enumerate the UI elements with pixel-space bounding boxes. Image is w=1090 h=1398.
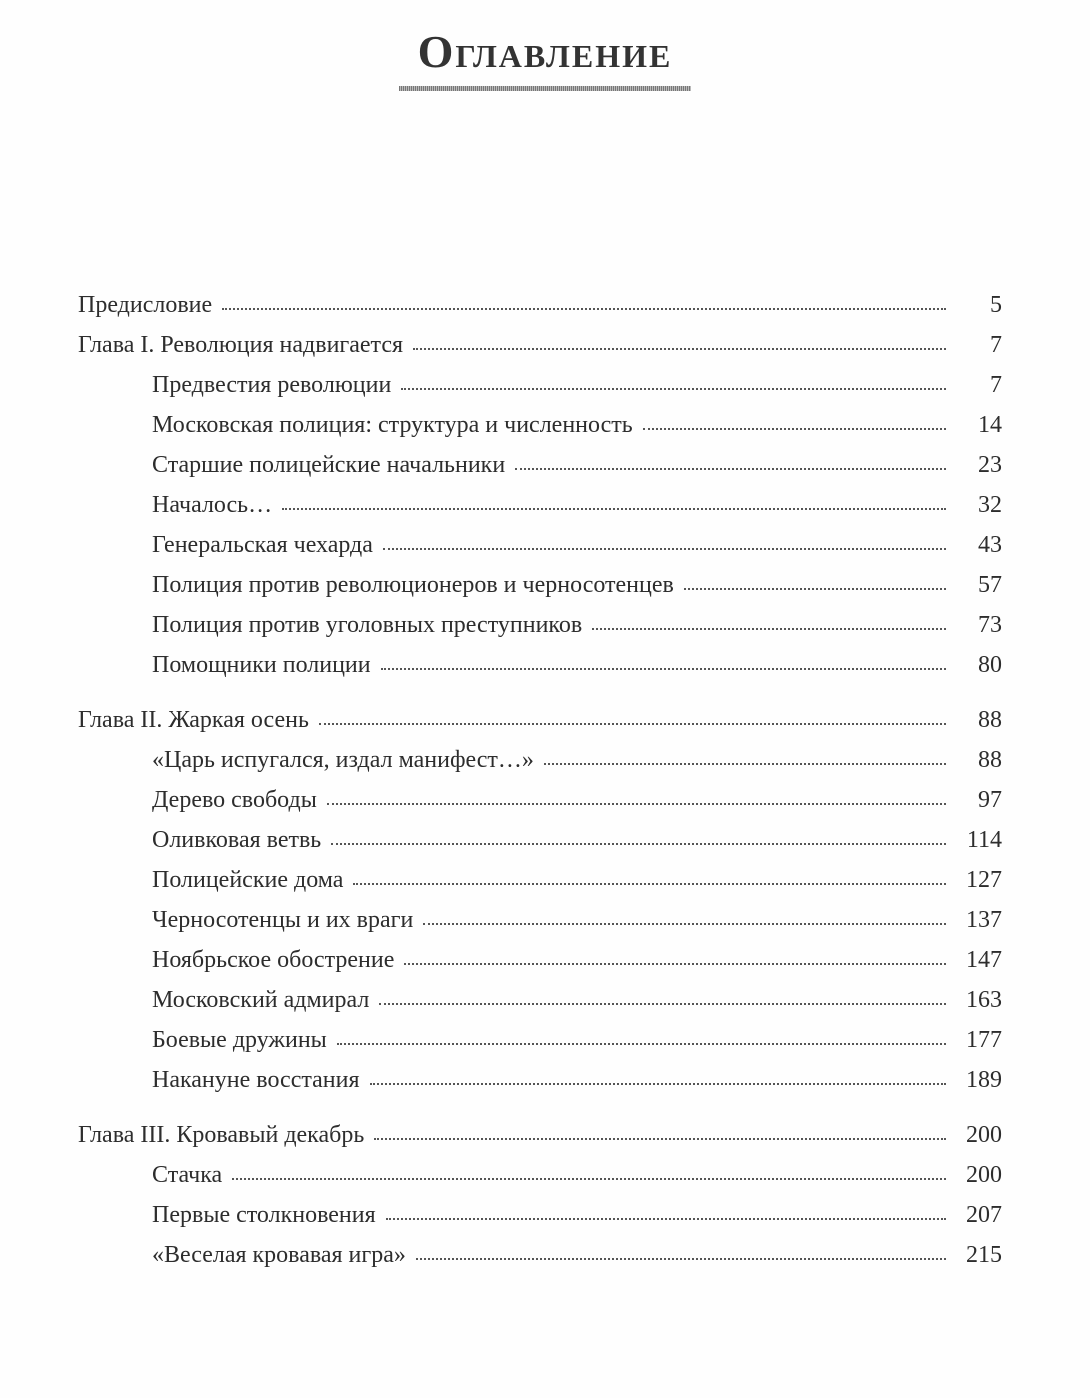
toc-entry-page: 80 bbox=[978, 652, 1002, 678]
toc-entry-label: Полиция против уголовных преступников bbox=[152, 612, 583, 638]
dot-leader bbox=[423, 923, 946, 925]
toc-entry-label: Началось… bbox=[152, 492, 273, 518]
toc-entry-section[interactable] bbox=[78, 747, 1002, 787]
toc-entry-page: 14 bbox=[978, 412, 1002, 438]
toc-entry-page: 57 bbox=[978, 572, 1002, 598]
toc-entry-label: Глава III. Кровавый декабрь bbox=[78, 1122, 365, 1148]
toc-entry-page: 5 bbox=[990, 292, 1002, 318]
toc-entry-page: 88 bbox=[978, 747, 1002, 773]
toc-entry-label: Накануне восстания bbox=[152, 1067, 360, 1093]
dot-leader bbox=[404, 963, 946, 965]
toc-entry-label: Московская полиция: структура и численность bbox=[152, 412, 633, 438]
toc-entry-label: Полицейские дома bbox=[152, 867, 344, 893]
dot-leader bbox=[282, 508, 946, 510]
toc-entry-page: 215 bbox=[966, 1242, 1002, 1268]
toc-entry-label: Глава II. Жаркая осень bbox=[78, 707, 309, 733]
toc-entry-page: 43 bbox=[978, 532, 1002, 558]
dot-leader bbox=[232, 1178, 946, 1180]
dot-leader bbox=[327, 803, 946, 805]
toc-entry-section[interactable] bbox=[78, 652, 1002, 692]
toc-entry-section[interactable] bbox=[78, 1162, 1002, 1202]
dot-leader bbox=[515, 468, 946, 470]
dot-leader bbox=[379, 1003, 946, 1005]
title-underline bbox=[399, 86, 691, 91]
dot-leader bbox=[413, 348, 946, 350]
toc-entry-page: 73 bbox=[978, 612, 1002, 638]
table-of-contents bbox=[78, 292, 1002, 1282]
toc-entry-label: «Веселая кровавая игра» bbox=[152, 1242, 406, 1268]
toc-entry-section[interactable] bbox=[78, 532, 1002, 572]
toc-entry-page: 207 bbox=[966, 1202, 1002, 1228]
toc-entry-label: Предисловие bbox=[78, 292, 213, 318]
toc-entry-section[interactable] bbox=[78, 612, 1002, 652]
toc-entry-section[interactable] bbox=[78, 947, 1002, 987]
toc-entry-preface[interactable] bbox=[78, 292, 1002, 332]
toc-entry-section[interactable] bbox=[78, 987, 1002, 1027]
toc-entry-label: Полиция против революционеров и черносотенцев bbox=[152, 572, 674, 598]
dot-leader bbox=[416, 1258, 946, 1260]
toc-entry-page: 88 bbox=[978, 707, 1002, 733]
toc-entry-page: 163 bbox=[966, 987, 1002, 1013]
dot-leader bbox=[643, 428, 946, 430]
toc-entry-label: Генеральская чехарда bbox=[152, 532, 373, 558]
toc-entry-page: 137 bbox=[966, 907, 1002, 933]
toc-entry-label: Помощники полиции bbox=[152, 652, 371, 678]
dot-leader bbox=[222, 308, 946, 310]
dot-leader bbox=[374, 1138, 946, 1140]
toc-entry-section[interactable] bbox=[78, 1242, 1002, 1282]
toc-entry-label: Предвестия революции bbox=[152, 372, 392, 398]
toc-entry-page: 200 bbox=[966, 1162, 1002, 1188]
dot-leader bbox=[401, 388, 946, 390]
toc-entry-section[interactable] bbox=[78, 827, 1002, 867]
toc-entry-section[interactable] bbox=[78, 572, 1002, 612]
toc-entry-section[interactable] bbox=[78, 372, 1002, 412]
dot-leader bbox=[592, 628, 946, 630]
toc-entry-chapter-1[interactable] bbox=[78, 332, 1002, 372]
toc-entry-page: 177 bbox=[966, 1027, 1002, 1053]
toc-entry-page: 147 bbox=[966, 947, 1002, 973]
dot-leader bbox=[383, 548, 946, 550]
toc-entry-chapter-2[interactable] bbox=[78, 707, 1002, 747]
toc-entry-chapter-3[interactable] bbox=[78, 1122, 1002, 1162]
dot-leader bbox=[337, 1043, 946, 1045]
dot-leader bbox=[381, 668, 946, 670]
toc-entry-label: Стачка bbox=[152, 1162, 223, 1188]
toc-entry-label: Ноябрьское обострение bbox=[152, 947, 395, 973]
toc-entry-page: 32 bbox=[978, 492, 1002, 518]
toc-entry-section[interactable] bbox=[78, 412, 1002, 452]
toc-entry-section[interactable] bbox=[78, 492, 1002, 532]
dot-leader bbox=[319, 723, 946, 725]
toc-entry-page: 23 bbox=[978, 452, 1002, 478]
dot-leader bbox=[370, 1083, 946, 1085]
toc-entry-label: Черносотенцы и их враги bbox=[152, 907, 414, 933]
toc-entry-section[interactable] bbox=[78, 1027, 1002, 1067]
toc-entry-page: 7 bbox=[990, 372, 1002, 398]
dot-leader bbox=[353, 883, 946, 885]
toc-entry-page: 97 bbox=[978, 787, 1002, 813]
toc-entry-label: «Царь испугался, издал манифест…» bbox=[152, 747, 534, 773]
toc-entry-section[interactable] bbox=[78, 452, 1002, 492]
toc-entry-label: Оливковая ветвь bbox=[152, 827, 322, 853]
dot-leader bbox=[544, 763, 946, 765]
dot-leader bbox=[386, 1218, 946, 1220]
toc-entry-page: 127 bbox=[966, 867, 1002, 893]
toc-entry-label: Глава I. Революция надвигается bbox=[78, 332, 404, 358]
toc-entry-label: Московский адмирал bbox=[152, 987, 370, 1013]
page-title: Оглавление bbox=[417, 26, 673, 77]
dot-leader bbox=[684, 588, 946, 590]
dot-leader bbox=[331, 843, 946, 845]
toc-entry-label: Старшие полицейские начальники bbox=[152, 452, 506, 478]
toc-entry-section[interactable] bbox=[78, 867, 1002, 907]
toc-entry-label: Боевые дружины bbox=[152, 1027, 327, 1053]
toc-entry-label: Дерево свободы bbox=[152, 787, 317, 813]
toc-entry-page: 7 bbox=[990, 332, 1002, 358]
toc-entry-page: 114 bbox=[966, 827, 1002, 853]
toc-entry-section[interactable] bbox=[78, 787, 1002, 827]
toc-entry-page: 189 bbox=[966, 1067, 1002, 1093]
toc-entry-section[interactable] bbox=[78, 907, 1002, 947]
toc-entry-section[interactable] bbox=[78, 1067, 1002, 1107]
toc-entry-section[interactable] bbox=[78, 1202, 1002, 1242]
title-block bbox=[0, 22, 1090, 91]
toc-entry-page: 200 bbox=[966, 1122, 1002, 1148]
toc-entry-label: Первые столкновения bbox=[152, 1202, 376, 1228]
